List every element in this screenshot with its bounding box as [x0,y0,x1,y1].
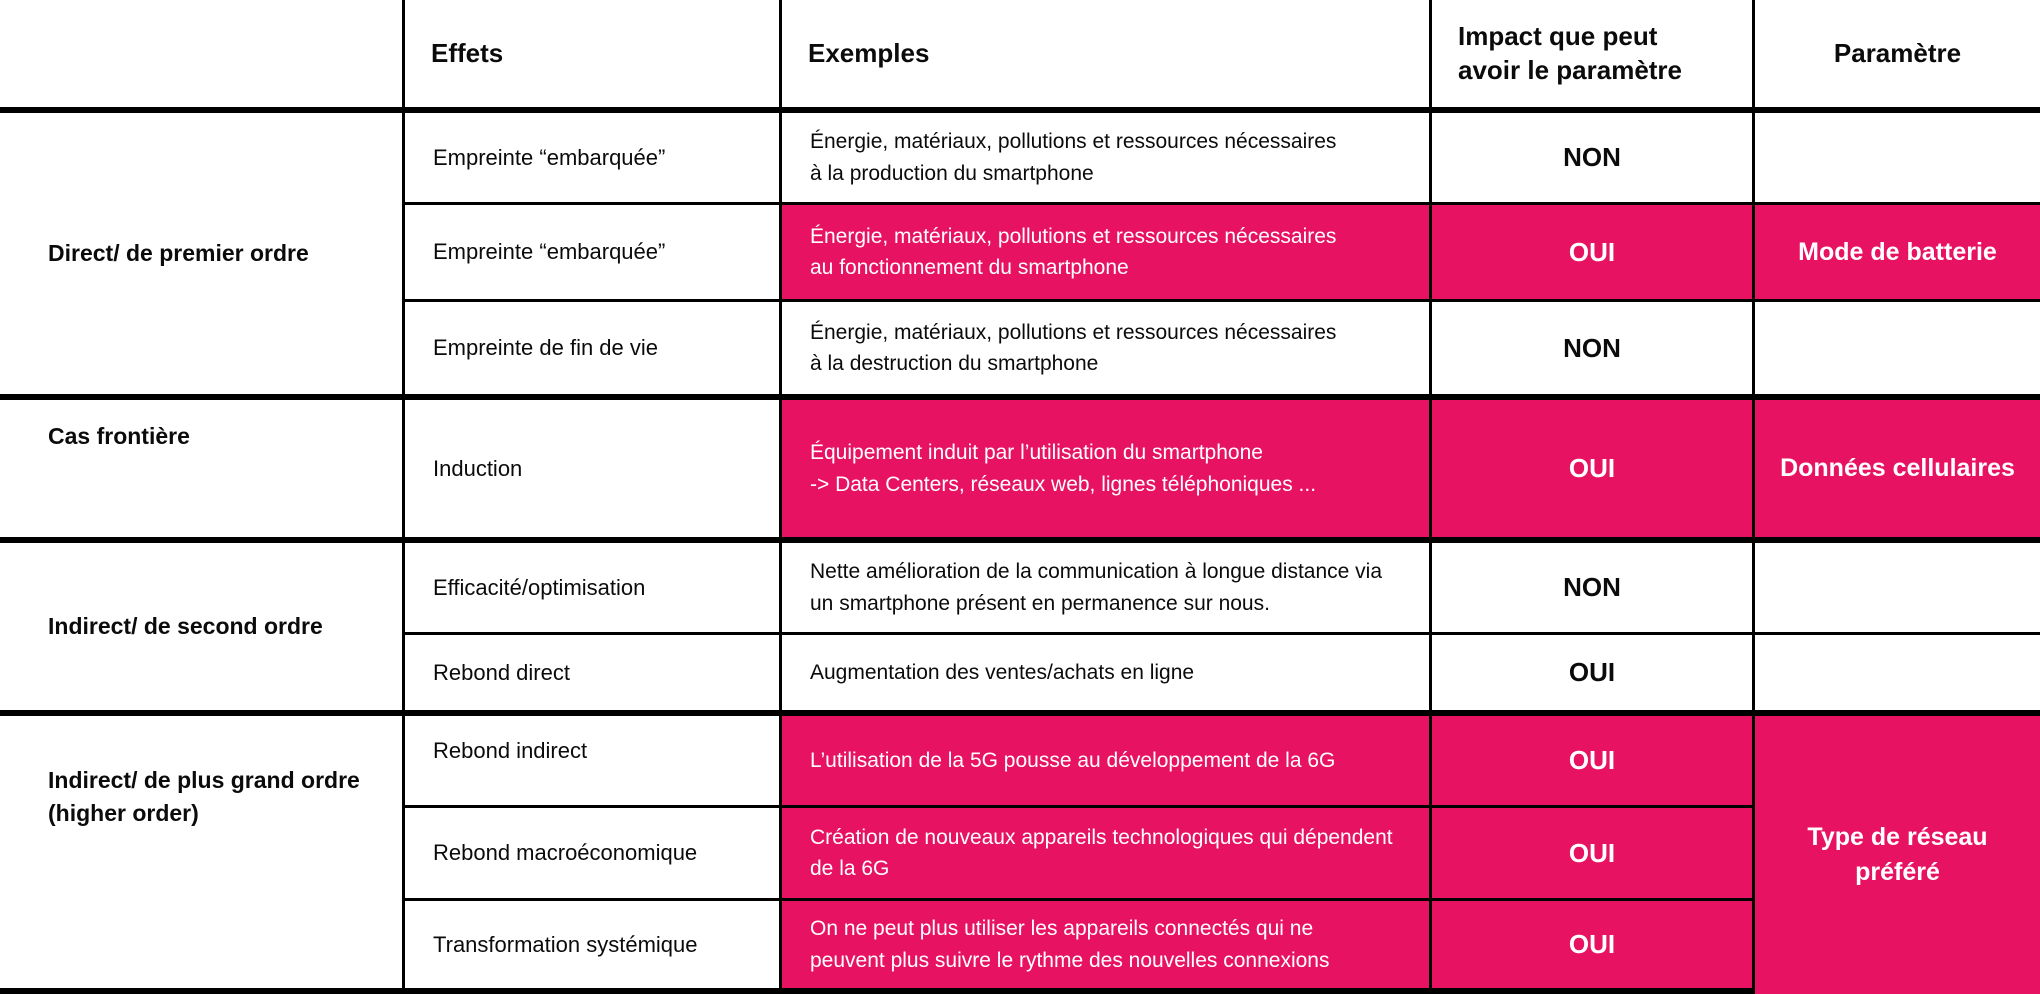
impact-cell [1432,302,1755,400]
exemple-cell [782,716,1432,808]
effet-cell [405,635,782,716]
exemple-line2: peuvent plus suivre le rythme des nouvelles connexions [810,948,1330,972]
impact-cell [1432,901,1755,994]
effet-text: Empreinte “embarquée” [433,239,666,264]
effet-cell [405,716,782,808]
exemple-line1: Énergie, matériaux, pollutions et ressources nécessaires [810,320,1337,344]
impact-cell [1432,716,1755,808]
header-cell-parametre [1755,0,2040,113]
effet-text: Empreinte “embarquée” [433,144,666,170]
category-indirect-higher-line2: (higher order) [48,800,199,827]
exemple-line2: -> Data Centers, réseaux web, lignes téléphoniques ... [810,472,1317,496]
exemple-cell [782,205,1432,302]
parametre-cell-donnees-cellulaires [1755,400,2040,543]
exemple-cell [782,635,1432,716]
category-cell-indirect-second [0,543,405,716]
exemple-cell [782,901,1432,994]
exemple-cell [782,302,1432,400]
parametre-value: Données cellulaires [1780,454,2015,482]
exemple-cell [782,400,1432,543]
impact-value: OUI [1568,453,1616,483]
parametre-cell-mode-batterie [1755,205,2040,302]
exemple-line2: un smartphone présent en permanence sur nous. [810,591,1270,615]
exemple-line1: On ne peut plus utiliser les appareils connectés qui ne [810,917,1314,940]
exemple-cell [782,808,1432,901]
effet-cell [405,901,782,994]
exemple-line1: Énergie, matériaux, pollutions et ressources nécessaires [810,130,1337,153]
header-cell-category [0,0,405,113]
impact-cell [1432,113,1755,205]
effet-text: Efficacité/optimisation [433,574,646,600]
exemple-line1: L’utilisation de la 5G pousse au développement de la 6G [810,748,1336,772]
parametre-cell-empty [1755,543,2040,635]
impact-value: NON [1563,142,1621,172]
impact-cell [1432,635,1755,716]
header-impact-line2: avoir le paramètre [1458,54,1683,85]
parametre-value-line2: préféré [1855,858,1940,886]
effet-text: Empreinte de fin de vie [433,335,659,360]
effet-text: Transformation systémique [433,931,698,957]
effet-text: Rebond direct [433,659,570,685]
effet-cell [405,808,782,901]
header-exemples-label: Exemples [808,38,930,68]
impact-value: NON [1563,332,1621,363]
parametre-cell-type-reseau [1755,716,2040,994]
impact-cell [1432,400,1755,543]
exemple-line2: au fonctionnement du smartphone [810,256,1129,279]
exemple-line1: Création de nouveaux appareils technologiques qui dépendent [810,825,1393,849]
impact-value: NON [1563,572,1621,602]
impact-cell [1432,543,1755,635]
effet-text: Rebond macroéconomique [433,840,698,865]
exemple-line1: Nette amélioration de la communication à longue distance via [810,560,1382,583]
exemple-line1: Énergie, matériaux, pollutions et ressources nécessaires [810,224,1337,248]
category-frontiere-label: Cas frontière [48,423,190,449]
exemple-line1: Augmentation des ventes/achats en ligne [810,660,1195,684]
parametre-cell-empty [1755,635,2040,716]
exemple-line2: à la production du smartphone [810,161,1094,185]
category-direct-label: Direct/ de premier ordre [48,239,309,266]
exemple-line2: à la destruction du smartphone [810,352,1099,375]
category-cell-frontiere [0,400,405,543]
category-cell-direct [0,113,405,400]
header-parametre-label: Paramètre [1833,38,1962,68]
effet-cell [405,400,782,543]
exemple-cell [782,113,1432,205]
effet-text: Rebond indirect [433,738,588,763]
parametre-cell-empty [1755,113,2040,205]
effet-cell [405,302,782,400]
parametre-value: Mode de batterie [1798,237,1997,266]
effet-cell [405,543,782,635]
impact-value: OUI [1568,657,1616,687]
category-indirect-higher-line1: Indirect/ de plus grand ordre [48,767,360,793]
category-cell-indirect-higher [0,716,405,994]
exemple-line2: de la 6G [810,857,890,880]
effet-cell [405,113,782,205]
impact-cell [1432,205,1755,302]
header-cell-effets [405,0,782,113]
parametre-cell-empty [1755,302,2040,400]
impact-value: OUI [1568,745,1616,775]
exemple-line1: Équipement induit par l’utilisation du smartphone [810,441,1263,464]
header-cell-impact [1432,0,1755,113]
impact-value: OUI [1568,837,1616,868]
header-impact-line1: Impact que peut [1458,20,1658,51]
impact-value: OUI [1568,929,1616,959]
exemple-cell [782,543,1432,635]
effet-text: Induction [433,455,523,481]
header-effets-label: Effets [431,38,504,68]
header-cell-exemples [782,0,1432,113]
category-indirect-second-label: Indirect/ de second ordre [48,612,323,639]
impact-value: OUI [1568,236,1616,267]
parametre-value-line1: Type de réseau [1807,823,1988,851]
effet-cell [405,205,782,302]
impact-cell [1432,808,1755,901]
